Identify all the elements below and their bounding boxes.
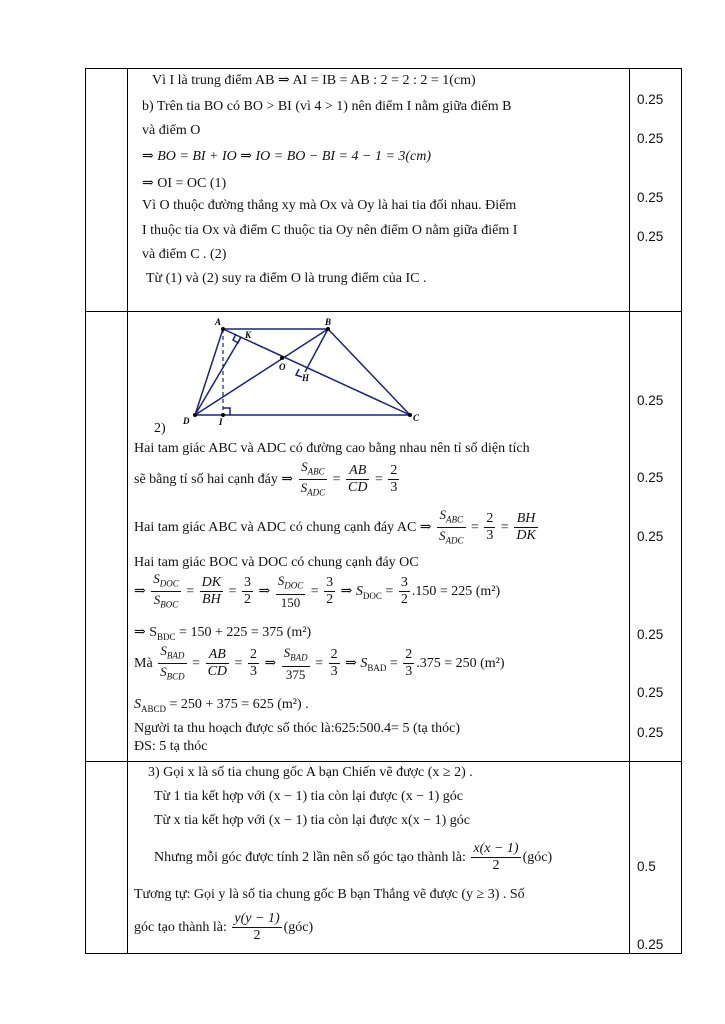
fig-side-ad <box>195 329 223 415</box>
p3-line6: góc tạo thành là: $\frac{y(y - 1)}{2}$ (góc) <box>134 911 314 944</box>
p3-line3: Từ x tia kết hợp với (x − 1) tia còn lại được x(x − 1) góc <box>154 813 470 828</box>
fig-point-c <box>408 413 412 417</box>
table-border-col2 <box>629 68 630 954</box>
table-border-bottom <box>85 953 682 954</box>
angles-y-frac: $\frac{y(y - 1)}{2}$ <box>234 911 280 944</box>
table-border-left <box>85 68 86 954</box>
fig-label-a: A <box>215 317 222 327</box>
score-1: 0.25 <box>637 92 664 107</box>
table-row-divider-1 <box>85 311 682 312</box>
score-10: 0.25 <box>637 725 664 740</box>
p1-line9: Từ (1) và (2) suy ra điểm O là trung điểm của IC . <box>146 271 427 286</box>
p1-line4: ⇒ BO = BI + IO ⇒ IO = BO − BI = 4 − 1 = 3(cm) <box>142 149 432 164</box>
table-row-divider-2 <box>85 761 682 762</box>
p2-line10: ĐS: 5 tạ thóc <box>134 739 208 754</box>
fig-dk <box>195 337 241 415</box>
p2-line5: ⇒ $\frac{S_{DOC}}{S_{BOC}}$ = $\frac{DK}{BH}$ = $\frac{3}{2}$ ⇒ $\frac{S_{DOC}}{150}$ = $\frac{3}{2}$ ⇒ $S_{DOC}$ = $\frac{3}{2}$ .150 = 225 (m²) <box>134 570 501 610</box>
fig-point-b <box>326 327 330 331</box>
p1-line6: Vì O thuộc đường thẳng xy mà Ox và Oy là hai tia đối nhau. Điểm <box>142 198 517 213</box>
fig-point-d <box>193 413 197 417</box>
p1-line8: và điểm C . (2) <box>142 247 227 262</box>
fig-label-d: D <box>183 416 190 426</box>
score-5: 0.25 <box>637 393 664 408</box>
fig-point-a <box>221 327 225 331</box>
p2-line8: $S_{ABCD} = 250 + 375 = 625$ (m²) . <box>134 697 309 714</box>
score-13: 0.25 <box>637 937 664 952</box>
fig-label-c: C <box>413 413 420 423</box>
fig-bh <box>305 329 328 372</box>
fig-diagonal-ac <box>223 329 410 415</box>
table-border-top <box>85 68 682 69</box>
fig-point-o <box>280 356 284 360</box>
ratio-ab-cd: $\frac{AB}{CD}$ <box>348 463 368 496</box>
p3-line5: Tương tự: Gọi y là số tia chung gốc B bạn Thắng vẽ được (y ≥ 3) . Số <box>134 887 525 902</box>
p3-line1: 3) Gọi x là số tia chung gốc A bạn Chiến vẽ được (x ≥ 2) . <box>148 765 473 780</box>
p2-line6: ⇒ $S_{BDC} = 150 + 225 = 375$ (m²) <box>134 625 312 642</box>
ratio-sabc-sadc: $\frac{S_{ABC}}{S_{ADC}}$ <box>300 458 326 498</box>
score-4: 0.25 <box>637 229 664 244</box>
trapezoid-figure <box>175 315 435 435</box>
p1-line1: Vì I là trung điểm AB ⇒ AI = IB = AB : 2 = 2 : 2 = 1(cm) <box>152 73 476 88</box>
p2-line7: Mà $\frac{S_{BAD}}{S_{BCD}}$ = $\frac{AB}{CD}$ = $\frac{2}{3}$ ⇒ $\frac{S_{BAD}}{375}$ = $\frac{2}{3}$ ⇒ $S_{BAD}$ = $\frac{2}{3}$ .375 = 250 (m²) <box>134 642 505 682</box>
p3-line2: Từ 1 tia kết hợp với (x − 1) tia còn lại được (x − 1) góc <box>154 789 463 804</box>
score-3: 0.25 <box>637 190 664 205</box>
score-11: 0.5 <box>637 859 656 874</box>
score-2: 0.25 <box>637 131 664 146</box>
score-8: 0.25 <box>637 627 664 642</box>
ratio-2-3: $\frac{2}{3}$ <box>390 463 398 496</box>
p2-line3: Hai tam giác ABC và ADC có chung cạnh đáy AC ⇒ $\frac{S_{ABC}}{S_{ADC}}$ = $\frac{2}{3}$ = $\frac{BH}{DK}$ <box>134 506 536 546</box>
p1-line5: ⇒ OI = OC (1) <box>142 176 227 191</box>
p3-line4: Nhưng mỗi góc được tính 2 lần nên số góc tạo thành là: $\frac{x(x - 1)}{2}$ (góc) <box>154 841 553 874</box>
score-6: 0.25 <box>637 470 664 485</box>
fig-label-h: H <box>302 373 310 383</box>
angles-x-frac: $\frac{x(x - 1)}{2}$ <box>473 841 519 874</box>
p2-line1: Hai tam giác ABC và ADC có đường cao bằng nhau nên tỉ số diện tích <box>134 441 530 456</box>
fig-label-b: B <box>325 317 332 327</box>
p1-line7: I thuộc tia Ox và điểm C thuộc tia Oy nên điểm O nằm giữa điểm I <box>142 223 518 238</box>
fig-diagonal-bd <box>195 329 328 415</box>
table-border-col1 <box>127 68 128 954</box>
p1-line3: và điểm O <box>142 123 201 138</box>
table-border-right <box>681 68 682 954</box>
fig-side-bc <box>328 329 410 415</box>
fig-label-k: K <box>245 330 252 340</box>
score-9: 0.25 <box>637 685 664 700</box>
p1-line2: b) Trên tia BO có BO > BI (vì 4 > 1) nên điểm I nằm giữa điểm B <box>142 99 512 114</box>
score-7: 0.25 <box>637 529 664 544</box>
p2-line2-text: sẽ bằng tỉ số hai cạnh đáy ⇒ <box>134 472 294 487</box>
p2-line9: Người ta thu hoạch được số thóc là:625:500.4= 5 (tạ thóc) <box>134 721 460 736</box>
p2-label: 2) <box>154 421 166 436</box>
fig-label-i: I <box>219 417 223 427</box>
fig-label-o: O <box>279 362 286 372</box>
p2-line2: sẽ bằng tỉ số hai cạnh đáy ⇒ $\frac{S_{ABC}}{S_{ADC}}$ = $\frac{AB}{CD}$ = $\frac{2}{3}$ <box>134 458 401 502</box>
p2-line4: Hai tam giác BOC và DOC có chung cạnh đáy OC <box>134 555 419 570</box>
